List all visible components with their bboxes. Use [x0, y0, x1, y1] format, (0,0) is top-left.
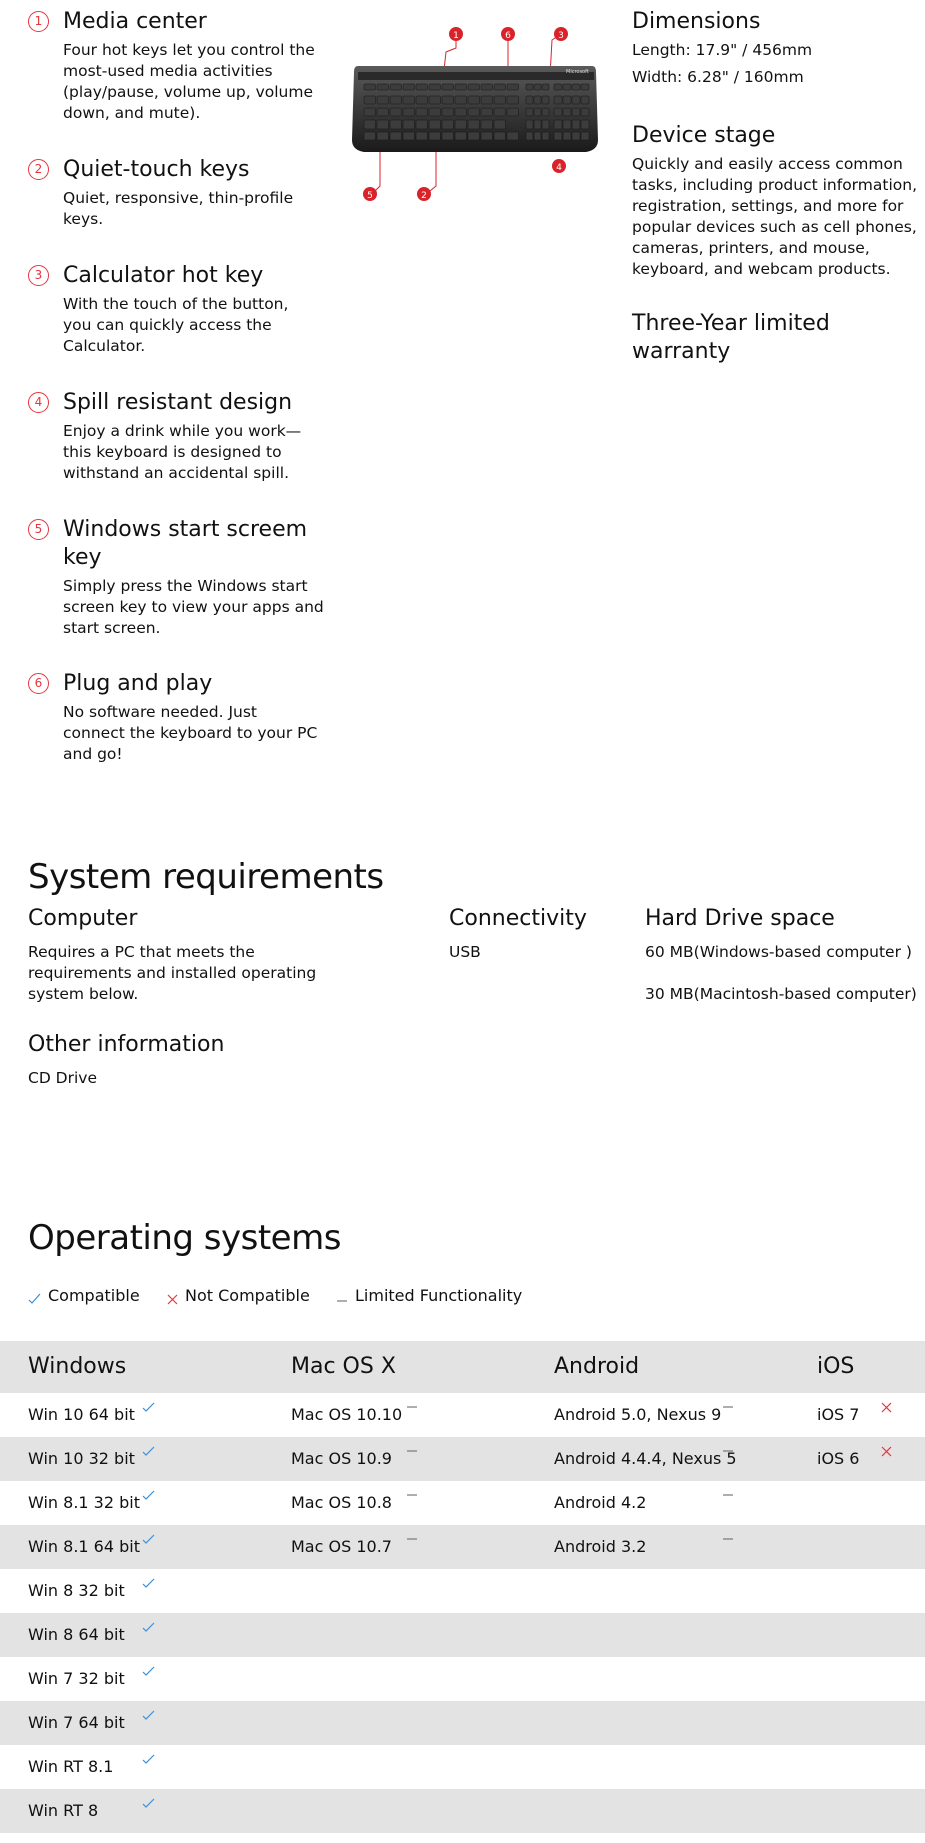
key — [563, 108, 571, 116]
windows-version: Win 8 64 bit — [28, 1625, 125, 1644]
feature-description: With the touch of the button, you can quickly access the Calculator. — [63, 295, 289, 355]
hard-drive-title: Hard Drive space — [645, 906, 835, 931]
callout-3 — [554, 27, 568, 41]
feature-spill-resistant — [28, 389, 328, 484]
callout-number: 2 — [28, 159, 49, 180]
dash-icon — [406, 1444, 420, 1458]
key — [572, 84, 580, 90]
key — [364, 84, 376, 90]
key — [390, 108, 402, 116]
key — [481, 120, 493, 129]
dash-icon — [406, 1400, 420, 1414]
key — [416, 132, 428, 140]
key — [534, 120, 541, 129]
key — [526, 96, 533, 104]
key — [403, 132, 415, 140]
system-requirements-title: System requirements — [28, 857, 384, 897]
key — [468, 120, 480, 129]
key — [507, 132, 519, 140]
dash-icon — [722, 1400, 736, 1414]
svg-text:5: 5 — [367, 191, 373, 201]
key — [534, 96, 541, 104]
key — [429, 120, 441, 129]
key — [563, 132, 571, 140]
key — [455, 120, 467, 129]
windows-version: Win RT 8.1 — [28, 1757, 114, 1776]
column-header-windows: Windows — [28, 1354, 127, 1379]
key — [429, 84, 441, 90]
cross-icon — [880, 1444, 894, 1458]
column-header-mac: Mac OS X — [291, 1354, 396, 1379]
callout-1 — [449, 27, 463, 41]
check-icon — [142, 1400, 156, 1414]
table-row — [0, 1657, 925, 1701]
windows-version: Win 10 32 bit — [28, 1449, 135, 1468]
mac-version: Mac OS 10.9 — [291, 1449, 392, 1468]
key — [364, 120, 376, 129]
key — [581, 132, 589, 140]
feature-description: Enjoy a drink while you work— this keyboard is designed to withstand an accidental spill. — [63, 422, 302, 482]
table-row — [0, 1701, 925, 1745]
table-row — [0, 1525, 925, 1569]
key — [403, 108, 415, 116]
key — [429, 96, 441, 104]
check-icon — [142, 1576, 156, 1590]
key — [554, 84, 562, 90]
feature-title: Spill resistant design — [63, 390, 293, 415]
key — [526, 132, 533, 140]
key — [526, 108, 533, 116]
key — [468, 84, 480, 90]
windows-version: Win 8.1 64 bit — [28, 1537, 140, 1556]
check-icon — [142, 1488, 156, 1502]
mac-version: Mac OS 10.8 — [291, 1493, 392, 1512]
key — [554, 96, 562, 104]
spec-dimensions — [632, 8, 922, 88]
key — [442, 108, 454, 116]
android-version: Android 3.2 — [554, 1537, 647, 1556]
key — [429, 132, 441, 140]
connectivity-title: Connectivity — [449, 906, 587, 931]
table-row — [0, 1745, 925, 1789]
feature-media-center — [28, 8, 328, 124]
column-header-android: Android — [554, 1354, 640, 1379]
dash-icon — [722, 1532, 736, 1546]
key — [455, 132, 467, 140]
key — [494, 96, 506, 104]
hard-drive-mac: 30 MB(Macintosh-based computer) — [645, 985, 917, 1003]
key — [455, 84, 467, 90]
os-table-header — [0, 1341, 925, 1393]
computer-description: Requires a PC that meets the requirements and installed operating system below. — [28, 943, 317, 1003]
key — [494, 132, 506, 140]
table-row — [0, 1481, 925, 1525]
feature-description: Simply press the Windows start screen key to view your apps and start screen. — [63, 577, 324, 637]
table-row — [0, 1613, 925, 1657]
svg-text:4: 4 — [556, 163, 562, 173]
key — [390, 84, 402, 90]
feature-windows-start-key — [28, 516, 328, 639]
column-header-ios: iOS — [817, 1354, 855, 1379]
windows-version: Win 8 32 bit — [28, 1581, 125, 1600]
mac-version: Mac OS 10.7 — [291, 1537, 392, 1556]
dash-icon — [406, 1532, 420, 1546]
key — [377, 132, 389, 140]
key — [581, 108, 589, 116]
callout-number: 1 — [28, 11, 49, 32]
key — [572, 96, 580, 104]
key — [572, 120, 580, 129]
ios-version: iOS 6 — [817, 1449, 860, 1468]
key — [416, 108, 428, 116]
key — [429, 108, 441, 116]
key — [534, 108, 541, 116]
key — [572, 108, 580, 116]
dash-icon — [406, 1488, 420, 1502]
svg-text:1: 1 — [453, 31, 459, 41]
callout-5 — [363, 187, 377, 201]
key — [364, 96, 376, 104]
key — [542, 108, 549, 116]
check-icon — [142, 1708, 156, 1722]
key — [442, 84, 454, 90]
key — [442, 96, 454, 104]
key — [507, 84, 519, 90]
key — [581, 120, 589, 129]
spec-warranty — [632, 310, 922, 366]
android-version: Android 4.4.4, Nexus 5 — [554, 1449, 737, 1468]
key — [468, 96, 480, 104]
key — [481, 96, 493, 104]
key — [542, 132, 549, 140]
key — [554, 120, 562, 129]
key — [455, 108, 467, 116]
mac-version: Mac OS 10.10 — [291, 1405, 403, 1424]
check-icon — [142, 1752, 156, 1766]
key — [390, 132, 402, 140]
key — [494, 84, 506, 90]
computer-title: Computer — [28, 906, 138, 931]
dash-icon — [336, 1285, 350, 1307]
check-icon — [142, 1532, 156, 1546]
key — [526, 120, 533, 129]
table-row — [0, 1393, 925, 1437]
legend-not-compatible — [166, 1285, 336, 1307]
callout-number: 5 — [28, 519, 49, 540]
callout-2 — [417, 187, 431, 201]
key — [442, 120, 454, 129]
legend-label: Not Compatible — [185, 1286, 310, 1305]
dimensions-title: Dimensions — [632, 9, 761, 34]
key — [507, 108, 519, 116]
feature-title: Calculator hot key — [63, 263, 264, 288]
device-stage-title: Device stage — [632, 123, 776, 148]
key — [481, 108, 493, 116]
cross-icon — [166, 1285, 180, 1307]
key — [377, 120, 389, 129]
check-icon — [142, 1796, 156, 1810]
key — [572, 132, 580, 140]
key — [390, 120, 402, 129]
other-information-value: CD Drive — [28, 1069, 98, 1087]
feature-description: Quiet, responsive, thin-profile keys. — [63, 189, 294, 228]
callout-number: 6 — [28, 673, 49, 694]
key — [563, 120, 571, 129]
key — [455, 96, 467, 104]
key — [563, 96, 571, 104]
feature-quiet-touch-keys — [28, 156, 328, 230]
key — [403, 96, 415, 104]
keyboard-diagram — [340, 18, 610, 208]
table-row — [0, 1437, 925, 1481]
check-icon — [142, 1664, 156, 1678]
key — [563, 84, 571, 90]
feature-description: No software needed. Just connect the keyboard to your PC and go! — [63, 703, 318, 763]
feature-calculator-hot-key — [28, 262, 328, 357]
connectivity-value: USB — [449, 943, 481, 961]
key — [416, 120, 428, 129]
hard-drive-windows: 60 MB(Windows-based computer ) — [645, 943, 912, 961]
legend-compatible — [28, 1285, 168, 1307]
key — [542, 120, 549, 129]
key — [364, 108, 376, 116]
feature-title: Windows start screem key — [63, 517, 308, 570]
key — [416, 84, 428, 90]
keyboard-brand-logo: Microsoft — [566, 69, 589, 75]
dash-icon — [722, 1444, 736, 1458]
key — [542, 96, 549, 104]
key — [377, 84, 389, 90]
key — [494, 108, 506, 116]
key — [377, 96, 389, 104]
operating-systems-title: Operating systems — [28, 1218, 341, 1258]
key — [534, 84, 541, 90]
warranty-title: Three-Year limited warranty — [632, 311, 830, 364]
key — [390, 96, 402, 104]
dimension-width: Width: 6.28" / 160mm — [632, 68, 804, 86]
feature-title: Quiet-touch keys — [63, 157, 250, 182]
windows-version: Win 7 64 bit — [28, 1713, 125, 1732]
feature-title: Plug and play — [63, 671, 213, 696]
table-row — [0, 1789, 925, 1833]
key — [507, 96, 519, 104]
key — [534, 132, 541, 140]
legend-label: Compatible — [48, 1286, 140, 1305]
key — [481, 132, 493, 140]
legend-limited — [336, 1285, 566, 1307]
check-icon — [142, 1444, 156, 1458]
legend-label: Limited Functionality — [355, 1286, 523, 1305]
key — [403, 84, 415, 90]
feature-description: Four hot keys let you control the most-used media activities (play/pause, volume up, volume down, and mute). — [63, 41, 315, 122]
android-version: Android 5.0, Nexus 9 — [554, 1405, 722, 1424]
callout-number: 3 — [28, 265, 49, 286]
feature-title: Media center — [63, 9, 207, 34]
other-information-title: Other information — [28, 1032, 225, 1057]
table-row — [0, 1569, 925, 1613]
key — [526, 84, 533, 90]
android-version: Android 4.2 — [554, 1493, 647, 1512]
check-icon — [142, 1620, 156, 1634]
key — [581, 84, 589, 90]
feature-plug-and-play — [28, 670, 328, 765]
key — [416, 96, 428, 104]
check-icon — [28, 1285, 42, 1307]
key — [542, 84, 549, 90]
key — [442, 132, 454, 140]
windows-version: Win 8.1 32 bit — [28, 1493, 140, 1512]
spec-device-stage — [632, 122, 922, 280]
device-stage-description: Quickly and easily access common tasks, including product information, registration, settings, and more for popular devices such as cell phones, cameras, printers, and mouse, keyboard, and webcam products. — [632, 155, 918, 278]
key — [581, 96, 589, 104]
svg-text:6: 6 — [505, 31, 511, 41]
cross-icon — [880, 1400, 894, 1414]
windows-version: Win 10 64 bit — [28, 1405, 135, 1424]
key — [364, 132, 376, 140]
windows-version: Win 7 32 bit — [28, 1669, 125, 1688]
key — [554, 132, 562, 140]
windows-version: Win RT 8 — [28, 1801, 99, 1820]
callout-6 — [501, 27, 515, 41]
dash-icon — [722, 1488, 736, 1502]
ios-version: iOS 7 — [817, 1405, 860, 1424]
key — [494, 120, 506, 129]
key — [554, 108, 562, 116]
key — [403, 120, 415, 129]
svg-text:3: 3 — [558, 31, 564, 41]
key — [468, 132, 480, 140]
key — [468, 108, 480, 116]
svg-text:2: 2 — [421, 191, 427, 201]
key — [481, 84, 493, 90]
callout-4 — [552, 159, 566, 173]
callout-number: 4 — [28, 392, 49, 413]
key — [377, 108, 389, 116]
dimension-length: Length: 17.9" / 456mm — [632, 41, 813, 59]
